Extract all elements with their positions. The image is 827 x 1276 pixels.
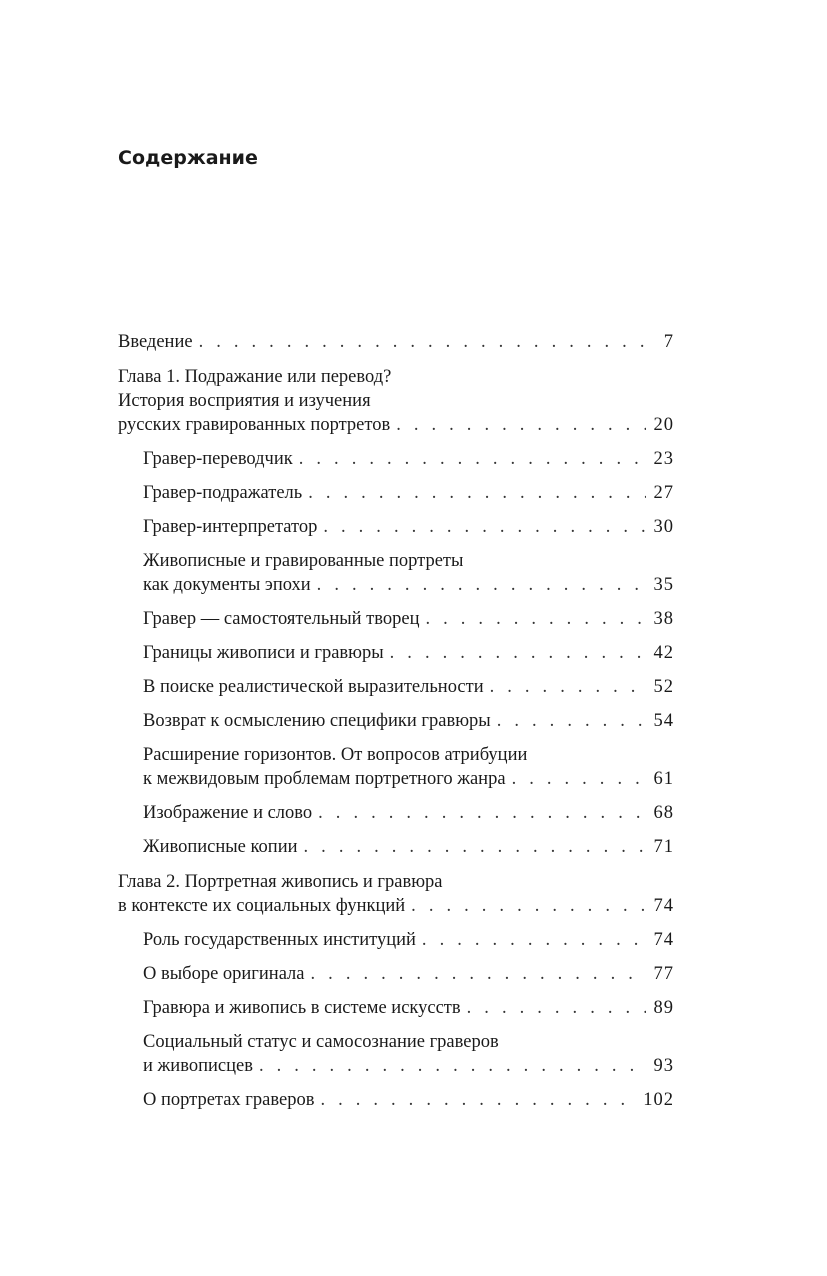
toc-entry-row xyxy=(143,675,674,699)
toc-entry-title-line: Введение xyxy=(118,332,193,352)
toc-entry-title-line: Гравер-переводчик xyxy=(143,449,293,469)
dot-leader xyxy=(411,894,645,918)
toc-page-number: 38 xyxy=(653,609,674,629)
toc-section-entry xyxy=(118,675,674,699)
toc-page-number: 74 xyxy=(653,896,674,916)
toc-entry-row xyxy=(143,801,674,825)
toc-page-number: 42 xyxy=(653,643,674,663)
toc-entry-row xyxy=(143,641,674,665)
toc-entry-row xyxy=(143,481,674,505)
toc-entry-title-line: Гравер-подражатель xyxy=(143,483,303,503)
toc-section-entry xyxy=(118,515,674,539)
toc-section-entry xyxy=(118,1030,674,1078)
toc-entry-row xyxy=(143,447,674,471)
dot-leader xyxy=(308,481,645,505)
toc-section-entry xyxy=(118,928,674,952)
toc-entry-row xyxy=(118,330,674,354)
dot-leader xyxy=(422,928,646,952)
toc-page-number: 74 xyxy=(653,930,674,950)
toc-entry-title-line: Гравер — самостоятельный творец xyxy=(143,609,420,629)
toc-chapter-entry xyxy=(118,870,674,918)
toc-entry-title-line: Изображение и слово xyxy=(143,803,313,823)
toc-entry-row xyxy=(143,928,674,952)
dot-leader xyxy=(396,413,645,437)
toc-entry-title-line: Границы живописи и гравюры xyxy=(143,643,384,663)
toc-entry-title-line: Гравюра и живопись в системе искусств xyxy=(143,998,461,1018)
toc-entry-row xyxy=(143,515,674,539)
toc-page-number: 93 xyxy=(653,1056,674,1076)
dot-leader xyxy=(467,996,646,1020)
table-of-contents xyxy=(118,330,674,1112)
toc-section-entry xyxy=(118,549,674,597)
dot-leader xyxy=(390,641,646,665)
toc-entry-title-line: в контексте их социальных функций xyxy=(118,896,406,916)
toc-section-entry xyxy=(118,481,674,505)
dot-leader xyxy=(304,835,646,859)
toc-section-entry xyxy=(118,447,674,471)
toc-entry-row xyxy=(143,767,674,791)
toc-entry-title-line: и живописцев xyxy=(143,1056,253,1076)
toc-section-entry xyxy=(118,962,674,986)
dot-leader xyxy=(318,801,645,825)
dot-leader xyxy=(199,330,656,354)
toc-section-entry xyxy=(118,607,674,631)
toc-section-entry xyxy=(118,996,674,1020)
toc-entry-title-line: О портретах граверов xyxy=(143,1090,315,1110)
toc-entry-row xyxy=(143,962,674,986)
toc-page-number: 30 xyxy=(653,517,674,537)
dot-leader xyxy=(512,767,646,791)
dot-leader xyxy=(299,447,646,471)
toc-page-number: 27 xyxy=(653,483,674,503)
toc-entry-row xyxy=(143,835,674,859)
toc-section-entry xyxy=(118,709,674,733)
toc-page-number: 54 xyxy=(653,711,674,731)
toc-page-number: 35 xyxy=(653,575,674,595)
toc-section-entry xyxy=(118,801,674,825)
toc-entry-title-line: к межвидовым проблемам портретного жанра xyxy=(143,769,506,789)
toc-chapter-entry xyxy=(118,330,674,354)
toc-page-number: 20 xyxy=(653,415,674,435)
toc-page-number: 71 xyxy=(653,837,674,857)
toc-entry-title-line: История восприятия и изучения xyxy=(118,391,371,411)
dot-leader xyxy=(259,1054,646,1078)
toc-page-number: 68 xyxy=(653,803,674,823)
toc-section-entry xyxy=(118,641,674,665)
toc-entry-title-line: Гравер-интерпретатор xyxy=(143,517,318,537)
toc-entry-title-line: Живописные и гравированные портреты xyxy=(143,551,464,571)
dot-leader xyxy=(311,962,646,986)
toc-page-number: 61 xyxy=(653,769,674,789)
dot-leader xyxy=(320,1088,635,1112)
dot-leader xyxy=(323,515,645,539)
toc-entry-title-line: Социальный статус и самосознание граверов xyxy=(143,1032,499,1052)
toc-entry-row xyxy=(143,573,674,597)
toc-entry-title-line: как документы эпохи xyxy=(143,575,311,595)
toc-entry-row xyxy=(143,996,674,1020)
toc-entry-title-line: Расширение горизонтов. От вопросов атрибуции xyxy=(143,745,528,765)
toc-chapter-entry xyxy=(118,365,674,437)
toc-entry-title-line: О выборе оригинала xyxy=(143,964,305,984)
dot-leader xyxy=(425,607,645,631)
toc-entry-title-line: В поиске реалистической выразительности xyxy=(143,677,484,697)
toc-page-number: 23 xyxy=(653,449,674,469)
toc-heading: Содержание xyxy=(118,147,258,169)
toc-entry-row xyxy=(143,1088,674,1112)
toc-entry-title-line: Возврат к осмыслению специфики гравюры xyxy=(143,711,491,731)
toc-page-number: 52 xyxy=(653,677,674,697)
toc-section-entry xyxy=(118,743,674,791)
toc-page-number: 77 xyxy=(653,964,674,984)
toc-page-number: 89 xyxy=(653,998,674,1018)
dot-leader xyxy=(317,573,646,597)
toc-section-entry xyxy=(118,835,674,859)
toc-section-entry xyxy=(118,1088,674,1112)
dot-leader xyxy=(490,675,646,699)
toc-entry-title-line: Живописные копии xyxy=(143,837,298,857)
toc-entry-row xyxy=(118,413,674,437)
toc-entry-row xyxy=(143,1054,674,1078)
toc-entry-row xyxy=(143,607,674,631)
toc-entry-row xyxy=(118,894,674,918)
toc-page-number: 7 xyxy=(663,332,674,352)
toc-entry-title-line: Глава 1. Подражание или перевод? xyxy=(118,367,392,387)
toc-entry-row xyxy=(143,709,674,733)
dot-leader xyxy=(497,709,646,733)
toc-entry-title-line: Роль государственных институций xyxy=(143,930,416,950)
toc-entry-title-line: Глава 2. Портретная живопись и гравюра xyxy=(118,872,443,892)
toc-page-number: 102 xyxy=(643,1090,674,1110)
toc-entry-title-line: русских гравированных портретов xyxy=(118,415,391,435)
